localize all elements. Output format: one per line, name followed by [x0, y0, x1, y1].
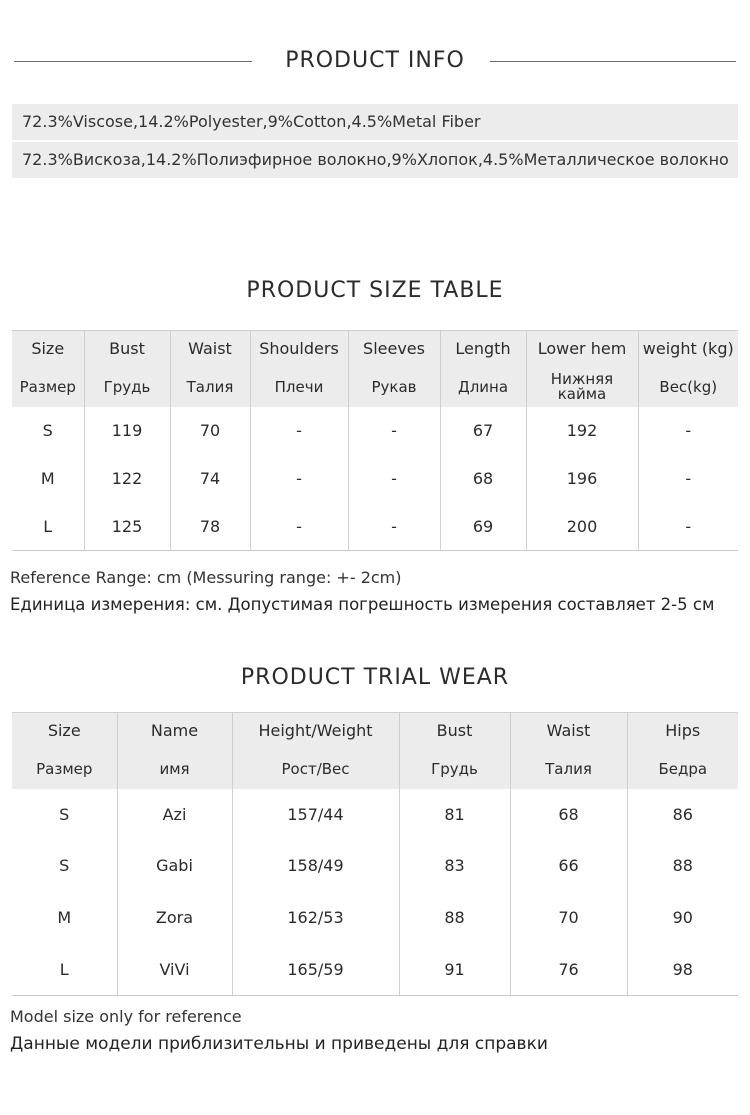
cell: -	[638, 455, 738, 503]
header-name: Name	[117, 713, 232, 749]
cell: 119	[84, 407, 170, 455]
table-row	[12, 892, 738, 944]
table-row	[12, 407, 738, 455]
trial-table-header-en	[12, 713, 738, 749]
cell: ViVi	[117, 944, 232, 996]
cell: 165/59	[232, 944, 399, 996]
size-table	[12, 330, 738, 551]
header-bust-ru: Грудь	[84, 367, 170, 407]
header-bust-ru: Грудь	[399, 749, 510, 789]
cell: 78	[170, 503, 250, 551]
composition-ru: 72.3%Вискоза,14.2%Полиэфирное волокно,9%Хлопок,4.5%Металлическое волокно	[12, 142, 738, 178]
cell: 68	[440, 455, 526, 503]
header-size-ru: Размер	[12, 749, 117, 789]
cell: 88	[399, 892, 510, 944]
header-length: Length	[440, 331, 526, 367]
table-row	[12, 503, 738, 551]
cell: 74	[170, 455, 250, 503]
cell: 66	[510, 840, 627, 892]
header-shoulders-ru: Плечи	[250, 367, 348, 407]
cell: 98	[627, 944, 738, 996]
header-hips: Hips	[627, 713, 738, 749]
cell: 88	[627, 840, 738, 892]
header-bust: Bust	[399, 713, 510, 749]
cell: -	[348, 407, 440, 455]
header-shoulders: Shoulders	[250, 331, 348, 367]
composition-en: 72.3%Viscose,14.2%Polyester,9%Cotton,4.5%Metal Fiber	[12, 104, 738, 140]
cell: S	[59, 856, 70, 875]
cell: 91	[399, 944, 510, 996]
cell: 70	[170, 407, 250, 455]
cell: 81	[399, 789, 510, 840]
table-row	[12, 840, 738, 892]
header-size: Size	[12, 713, 117, 749]
cell: 196	[526, 455, 638, 503]
header-bust: Bust	[84, 331, 170, 367]
trial-reference-note-ru: Данные модели приблизительны и приведены для справки	[10, 1034, 548, 1054]
trial-table-header-ru	[12, 749, 738, 789]
header-waist: Waist	[510, 713, 627, 749]
title-rule-right	[490, 61, 736, 62]
table-row	[12, 944, 738, 996]
header-lower-hem-ru: Нижняя кайма	[526, 367, 638, 407]
trial-wear-table	[12, 712, 738, 996]
cell: -	[250, 407, 348, 455]
size-table-header-ru	[12, 367, 738, 407]
cell: 125	[84, 503, 170, 551]
header-size-ru: Размер	[12, 367, 84, 407]
header-hips-ru: Бедра	[627, 749, 738, 789]
cell: -	[348, 503, 440, 551]
size-reference-note-en: Reference Range: cm (Messuring range: +- 2cm)	[10, 568, 402, 587]
size-table-header-en	[12, 331, 738, 367]
cell: 67	[440, 407, 526, 455]
header-lower-hem: Lower hem	[526, 331, 638, 367]
header-weight-ru: Вес(kg)	[638, 367, 738, 407]
table-row	[12, 789, 738, 840]
trial-reference-note-en: Model size only for reference	[10, 1007, 242, 1026]
cell: 76	[510, 944, 627, 996]
header-height-weight-ru: Рост/Вес	[232, 749, 399, 789]
cell: 86	[627, 789, 738, 840]
cell: 83	[399, 840, 510, 892]
cell: 192	[526, 407, 638, 455]
cell: -	[638, 407, 738, 455]
trial-wear-title: PRODUCT TRIAL WEAR	[240, 665, 510, 690]
product-info-title: PRODUCT INFO	[285, 48, 465, 73]
cell: -	[638, 503, 738, 551]
cell: 90	[627, 892, 738, 944]
cell: 68	[510, 789, 627, 840]
cell: Azi	[117, 789, 232, 840]
header-length-ru: Длина	[440, 367, 526, 407]
header-weight: weight (kg)	[638, 331, 738, 367]
cell: -	[348, 455, 440, 503]
header-sleeves: Sleeves	[348, 331, 440, 367]
header-sleeves-ru: Рукав	[348, 367, 440, 407]
cell: -	[250, 503, 348, 551]
cell: 69	[440, 503, 526, 551]
cell: 158/49	[232, 840, 399, 892]
header-waist-ru: Талия	[510, 749, 627, 789]
cell: S	[42, 421, 53, 440]
cell: 70	[510, 892, 627, 944]
cell: L	[12, 944, 117, 996]
cell: 200	[526, 503, 638, 551]
header-waist: Waist	[170, 331, 250, 367]
header-name-ru: имя	[117, 749, 232, 789]
size-reference-note-ru: Единица измерения: см. Допустимая погрешность измерения составляет 2-5 см	[10, 595, 715, 614]
cell: L	[12, 503, 84, 551]
table-row	[12, 455, 738, 503]
cell: 122	[84, 455, 170, 503]
cell: Zora	[117, 892, 232, 944]
cell: -	[250, 455, 348, 503]
cell: S	[59, 804, 70, 824]
cell: Gabi	[117, 840, 232, 892]
cell: 162/53	[232, 892, 399, 944]
header-size: Size	[12, 331, 84, 367]
size-table-title: PRODUCT SIZE TABLE	[246, 278, 504, 303]
header-waist-ru: Талия	[170, 367, 250, 407]
cell: 157/44	[232, 789, 399, 840]
cell: M	[57, 908, 72, 927]
cell: M	[40, 469, 55, 488]
header-height-weight: Height/Weight	[232, 713, 399, 749]
